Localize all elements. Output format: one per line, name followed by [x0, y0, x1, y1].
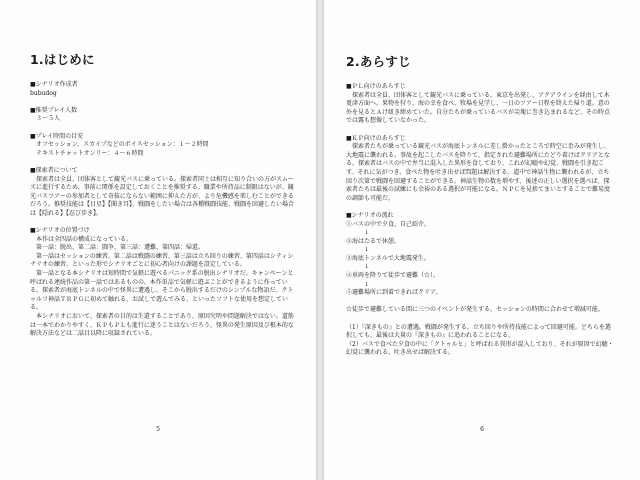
- paragraph-gap: [30, 158, 298, 167]
- block-line: 第一話はセッションの練習、第二話は戦闘の練習、第三話は立ち回りの練習、第四話はシティシナリオの練習、といった形でシナリオごとに初心者向けの課題を設定している。: [30, 252, 294, 269]
- block-heading: ■ＫＰ向けのあらすじ: [346, 134, 406, 142]
- section-title-intro: 1.はじめに: [30, 52, 95, 67]
- block-line: 本作は全四話の構成になっている。: [30, 235, 133, 243]
- paragraph-gap: [346, 126, 614, 135]
- block-heading: ☆徒歩で避難している間に三つのイベントが発生する。セッションの時間に合わせて増減可能。: [346, 306, 604, 314]
- block-heading: ■シナリオの位置づけ: [30, 227, 90, 235]
- block-line: ↓: [346, 229, 370, 237]
- block-line: テキストチャットオンリー：４～６時間: [30, 149, 144, 157]
- block-line: 探索者は全員、団体客として観光バスに乗っている。東京を出発し、アクアラインを経由して木更津方面へ。果物を狩り、海の幸を食べ、牧場を見学し、一日のツアー日程を終えた帰り道。意の外を見るとＡけ紐き紺めていた。自分たちが乗っているバスが尖塊に巻き込まれるなど、その時点では露も想像していなかった。: [346, 91, 611, 125]
- paragraph-gap: [346, 203, 614, 212]
- block-heading: ■ＰＬ向けのあらすじ: [346, 83, 406, 90]
- block-heading: （1）『深きもの』との遭遇。戦闘が発生する。立ち回りや所持技能によって回避可能。どちらを選択しても、最後は大量の『深きもの』に追われることになる。: [346, 323, 611, 340]
- right-page-body: [346, 83, 614, 358]
- block-line: オフセッション、スカイプなどのボイスセッション：１～２時間: [30, 141, 209, 149]
- right-page: [324, 0, 640, 480]
- block-line: ３～５人: [30, 115, 61, 123]
- paragraph-gap: [30, 124, 298, 133]
- block-line: ↓: [346, 280, 370, 288]
- block-line: ↓: [346, 263, 370, 271]
- paragraph-gap: [346, 315, 614, 324]
- block-line: （2）バスで食べた夕食の中に「クトゥルヒ」と呼ばれる異形が混入しており、それが原因で幻聴・幻覚に襲われる。吐き出せば解決する。: [346, 340, 614, 357]
- block-heading: ■推奨プレイ人数: [30, 106, 78, 114]
- left-page: [0, 0, 316, 480]
- block-line: ④車両を降りて徒歩で避難（☆）。: [346, 272, 440, 280]
- block-line: 本シナリオにおいて、探索者の目的は生還することであり、原因究明や問題解決ではない。道筋は一本でわかりやすく、ＫＰもＰＬも進行に迷うことはないだろう。怪異の発生原因及び根本的な解決方法などは二話目以降に収録されている。: [30, 313, 294, 338]
- block-line: ①バスの中で夕食、自己紹介。: [346, 220, 431, 228]
- block-line: 第一話となる本シナリオは短時間で気軽に遊べるパニック系の脱出シナリオだ。キャンペーンと呼ばれる連続作品の第一話ではあるものの、本作単品で気軽に遊ぶことができるように作っている。探索者が海底トンネルの中で怪異に遭遇し、そこから脱出するだけのシンプルな物語だ。クトゥルフ神話ＴＲＰＧに初めて触れる、お試しで遊んでみる、といったソフトな使用を想定している。: [30, 270, 294, 312]
- block-line: bubudog: [30, 89, 57, 97]
- block-line: ⑤避難場所に到着できればクリア。: [346, 289, 442, 297]
- block-heading: ■プレイ時間の目安: [30, 132, 84, 140]
- block-line: ↓: [346, 246, 370, 254]
- section-title-synopsis: 2.あらすじ: [346, 54, 411, 69]
- block-heading: ■シナリオ作成者: [30, 81, 78, 88]
- paragraph-gap: [30, 219, 298, 228]
- block-heading: ■シナリオの流れ: [346, 211, 394, 219]
- block-line: 探索者たちが乗っている観光バスが海底トンネルに差し掛かったところで時空に歪みが発生し、大地震に襲われる。事故を起こしたバスを降りて、指定された避難場所にたどり着けばクリアとなる。探索者はバスの中で弁当に混入した異形を食しており、これが幻聴や幻覚、戦闘を引き起こす。それに気がつき、食べた物を吐き出せば問題は解決する。道中で神話生物に襲われるが、立ち回り次第で戦闘を回避することができる。神話生物の数を増やす、後述の正しい選択を選べば、探索者たちは最後の試練にも余裕のある選択が可能になる。ＮＰＣを見捨てまいとすることで難易度の調節も可能だ。: [346, 143, 611, 202]
- block-line: ③海底トンネルで大地震発生。: [346, 254, 430, 262]
- block-line: 探索者は全員、団体客として観光バスに乗っている。探索者同士は相互に知り合いの方がスムーズに進行するため、事前に関係を設定しておくことを推奨する。職業や所持品に制限はないが、観光バスツアーの参加者として奇抜にならない範囲に抑えた方が、より危機感を楽しむことができるだろう。推奨技能は【目星】【聞き耳】、戦闘をしたい場合は各種戦闘技能、戦闘を回避したい場合は【隠れる】【忍び歩き】。: [30, 175, 295, 217]
- block-line: 第一話：脱出、第二話：闘争、第三話：遭難、第四話：帰還。: [30, 244, 205, 252]
- left-page-body: [30, 81, 298, 339]
- block-line: ②海はたるで休憩。: [346, 237, 400, 245]
- block-heading: ■探索者について: [30, 166, 78, 174]
- page-number: 6: [480, 426, 484, 433]
- page-number: 5: [156, 426, 160, 433]
- book-gutter: [316, 0, 324, 480]
- paragraph-gap: [30, 98, 298, 107]
